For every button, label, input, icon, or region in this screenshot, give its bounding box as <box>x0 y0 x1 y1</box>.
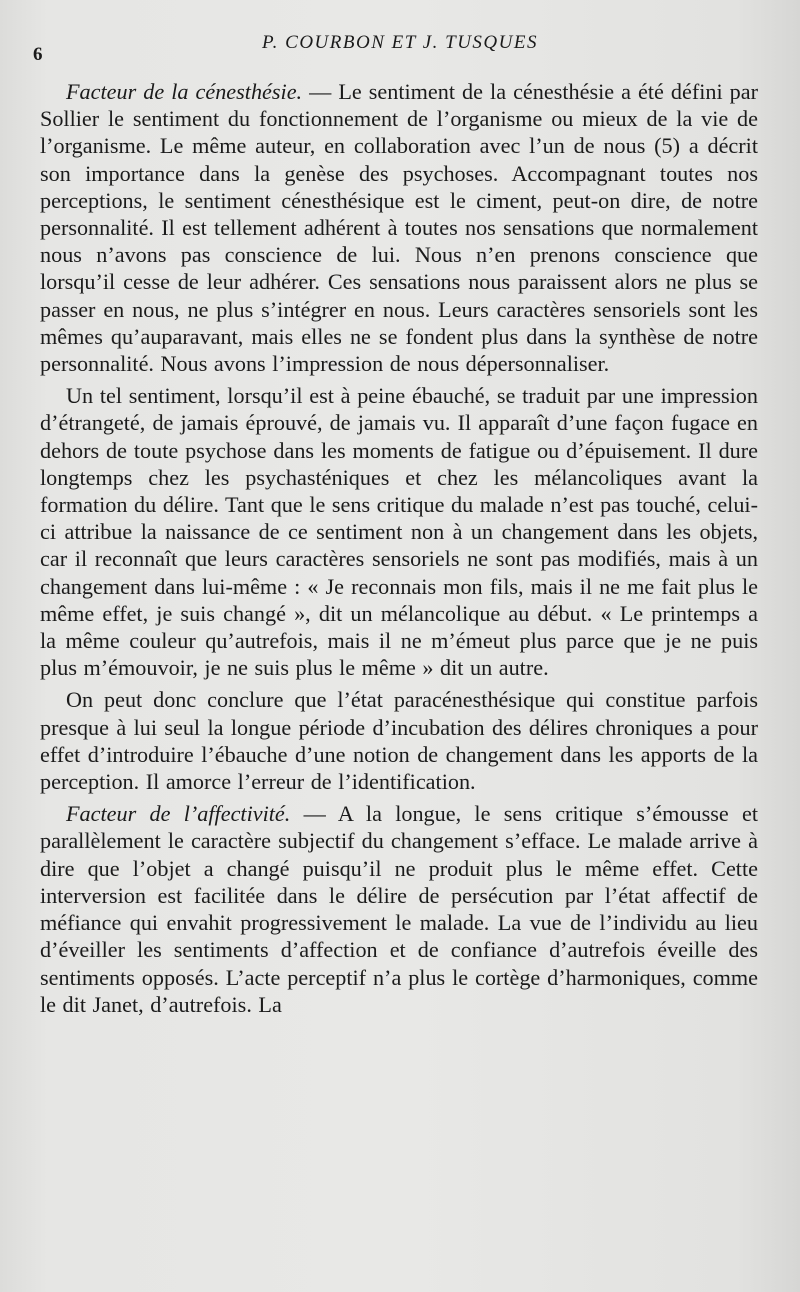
page-number: 6 <box>33 44 43 65</box>
paragraph-sentiment <box>40 382 758 681</box>
running-head: P. COURBON ET J. TUSQUES <box>262 32 538 53</box>
paragraph-text: — A la longue, le sens critique s’émousse et parallèlement le caractère subjectif du changement s’efface. Le malade arrive à dire que l’objet a changé puisqu’il ne produit plus le même effet. Cette interversion est facilitée dans le délire de persécution par l’état affectif de méfiance qui envahit progressivement le malade. La vue de l’individu au lieu d’éveiller les sentiments d’affection et de confiance d’autrefois éveille des sentiments opposés. L’acte perceptif n’a plus le cortège d’harmoniques, comme le dit Janet, d’autrefois. La <box>40 801 758 1017</box>
paragraph-cenesthesie <box>40 78 758 377</box>
section-heading-affectivite: Facteur de l’affectivité. <box>66 801 291 827</box>
section-heading-cenesthesie: Facteur de la cénesthésie. <box>66 79 303 104</box>
paragraph-text: — Le sentiment de la cénesthésie a été défini par Sollier le sentiment du fonctionnement de l’organisme ou mieux de la vie de l’organisme. Le même auteur, en collaboration avec l’un de nous (5) a décrit son importance dans la genèse des psychoses. Accompagnant toutes nos perceptions, le sentiment cénesthésique est le ciment, peut-on dire, de notre personnalité. Il est tellement adhérent à toutes nos sensations que normalement nous n’avons pas conscience de lui. Nous n’en prenons conscience que lorsqu’il cesse de leur adhérer. Ces sensations nous paraissent alors ne plus se passer en nous, ne plus s’intégrer en nous. Leurs caractères sensoriels sont les mêmes qu’auparavant, mais elles ne se fondent plus dans la synthèse de notre personnalité. Nous avons l’impression de nous dépersonnaliser. <box>40 79 758 377</box>
paragraph-text: Un tel sentiment, lorsqu’il est à peine ébauché, se traduit par une impression d’étrangeté, de jamais éprouvé, de jamais vu. Il apparaît d’une façon fugace en dehors de toute psychose dans les moments de fatigue ou d’épuisement. Il dure longtemps chez les psychasténiques et chez les mélancoliques avant la formation du délire. Tant que le sens critique du malade n’est pas touché, celui-ci attribue la naissance de ce sentiment non à un changement dans les objets, car il reconnaît que leurs caractères sensoriels ne sont pas modifiés, mais à un changement dans lui-même : « Je reconnais mon fils, mais il ne me fait plus le même effet, je suis changé », dit un mélancolique au début. « Le printemps a la même couleur qu’autrefois, mais il ne m’émeut plus parce que je ne puis plus m’émouvoir, je ne suis plus le même » dit un autre. <box>40 383 758 681</box>
paragraph-conclusion <box>40 686 758 795</box>
page-header <box>0 26 800 65</box>
paragraph-affectivite <box>40 800 758 1018</box>
body-text <box>40 78 758 1018</box>
paragraph-text: On peut donc conclure que l’état paracénesthésique qui constitue parfois presque à lui seul la longue période d’incubation des délires chroniques a pour effet d’introduire l’ébauche d’une notion de changement dans les apports de la perception. Il amorce l’erreur de l’identification. <box>40 687 758 795</box>
